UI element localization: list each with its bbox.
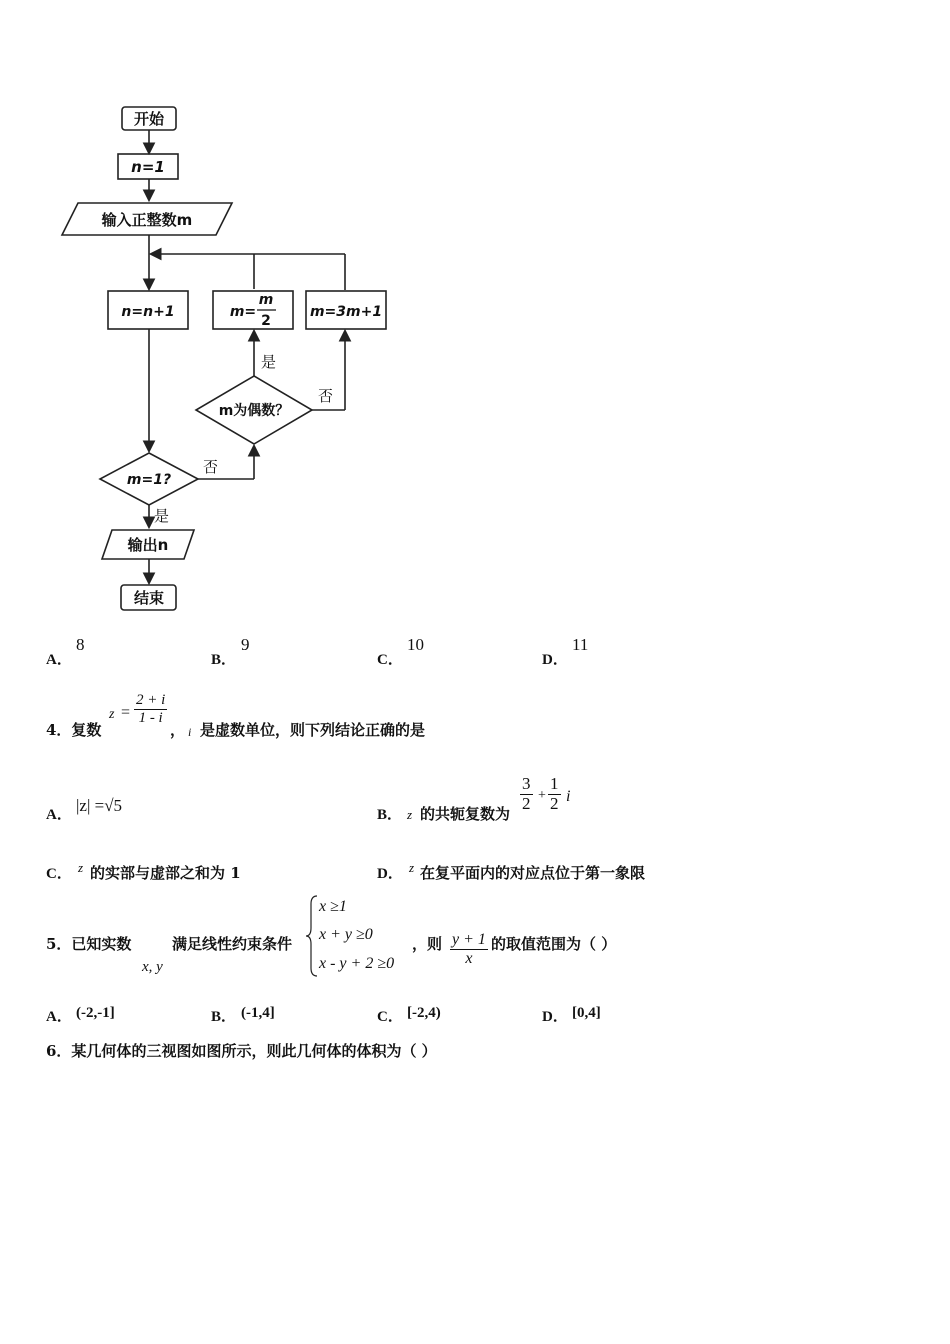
q5-rest: 的取值范围为（ ） (491, 935, 617, 953)
output-label: 输出n (127, 536, 169, 554)
q5-brace (305, 894, 319, 978)
q4-fraction-num: 2 + i (136, 692, 166, 708)
q4-b-z: z (407, 807, 413, 822)
q5-a-value: (-2,-1] (76, 1005, 115, 1021)
q5-d-label: D． (542, 1009, 568, 1025)
q4-a-expr: |z| =√5 (76, 796, 123, 815)
q5-then: ，则 (412, 935, 443, 953)
q4-b-plus: + (538, 788, 546, 803)
q3-option-b-value: 9 (241, 635, 250, 654)
q4-comma: ， (170, 721, 186, 739)
q5-b-label: B． (211, 1009, 237, 1025)
q5-d-value: [0,4] (572, 1005, 601, 1021)
q5-fraction-num: y + 1 (452, 931, 486, 948)
q3-option-a-label: A． (46, 652, 72, 668)
init-label: n=1 (131, 158, 165, 176)
one-label: m=1? (126, 472, 172, 488)
no-label-one: 否 (203, 458, 219, 476)
q4-d-label: D． (377, 866, 403, 882)
q4-c-z: z (78, 860, 84, 875)
q4-c-label: C． (46, 866, 72, 882)
q4-fraction-den: 1 - i (138, 709, 163, 726)
triple-label: m=3m+1 (309, 304, 383, 320)
q4-c-text: 的实部与虚部之和为 1 (90, 864, 241, 882)
q5-c-value: [-2,4) (407, 1005, 441, 1021)
q5-c-label: C． (377, 1009, 403, 1025)
q3-option-c-label: C． (377, 652, 403, 668)
flowchart-diagram (0, 0, 420, 620)
q4-d-z: z (409, 860, 415, 875)
q3-option-c-value: 10 (407, 635, 424, 654)
half-lhs-label: m= (229, 304, 257, 320)
q4-b-frac1-den: 2 (522, 793, 531, 813)
input-label: 输入正整数m (101, 211, 193, 229)
q5-fraction (450, 931, 488, 967)
q3-option-a-value: 8 (76, 635, 85, 654)
q4-rest: 是虚数单位，则下列结论正确的是 (200, 721, 426, 739)
q4-b-frac2-den: 2 (550, 793, 559, 813)
q4-b-frac1-num: 3 (522, 774, 531, 793)
q5-constraint-1: x ≥1 (319, 898, 347, 915)
half-den-label: 2 (261, 313, 271, 329)
even-label: m为偶数？ (218, 403, 290, 419)
q5-constraint-3: x - y + 2 ≥0 (319, 955, 395, 972)
q4-i: i (188, 725, 192, 739)
q5-number: 5．已知实数 (46, 935, 132, 953)
q6-text: 6．某几何体的三视图如图所示，则此几何体的体积为（ ） (46, 1042, 437, 1060)
q4-fraction (134, 692, 167, 726)
q3-option-d-value: 11 (572, 635, 589, 654)
q4-b-label: B． (377, 807, 403, 823)
q4-number: 4．复数 (46, 721, 102, 739)
q5-vars: x, y (142, 959, 163, 975)
q4-b-i: i (566, 788, 571, 805)
inc-label: n=n+1 (121, 304, 175, 320)
q5-text: 满足线性约束条件 (172, 935, 293, 953)
no-label-even: 否 (318, 387, 334, 405)
q4-d-text: 在复平面内的对应点位于第一象限 (420, 864, 646, 882)
start-label: 开始 (133, 110, 165, 128)
q5-b-value: (-1,4] (241, 1005, 275, 1021)
half-num-label: m (258, 292, 274, 308)
q3-option-d-label: D． (542, 652, 568, 668)
q4-z: z (109, 707, 115, 722)
yes-label-one: 是 (154, 507, 170, 525)
q3-option-b-label: B． (211, 652, 237, 668)
q5-a-label: A． (46, 1009, 72, 1025)
q4-b-frac2-num: 1 (550, 774, 559, 793)
q4-a-label: A． (46, 807, 72, 823)
q5-constraint-2: x + y ≥0 (319, 926, 373, 943)
q4-b-frac2 (548, 775, 561, 813)
q4-b-frac1 (520, 775, 533, 813)
q4-eq: = (121, 704, 131, 721)
q5-fraction-den: x (465, 949, 473, 967)
q4-b-text: 的共轭复数为 (420, 805, 511, 823)
yes-label-even: 是 (261, 353, 277, 371)
end-label: 结束 (133, 589, 165, 607)
